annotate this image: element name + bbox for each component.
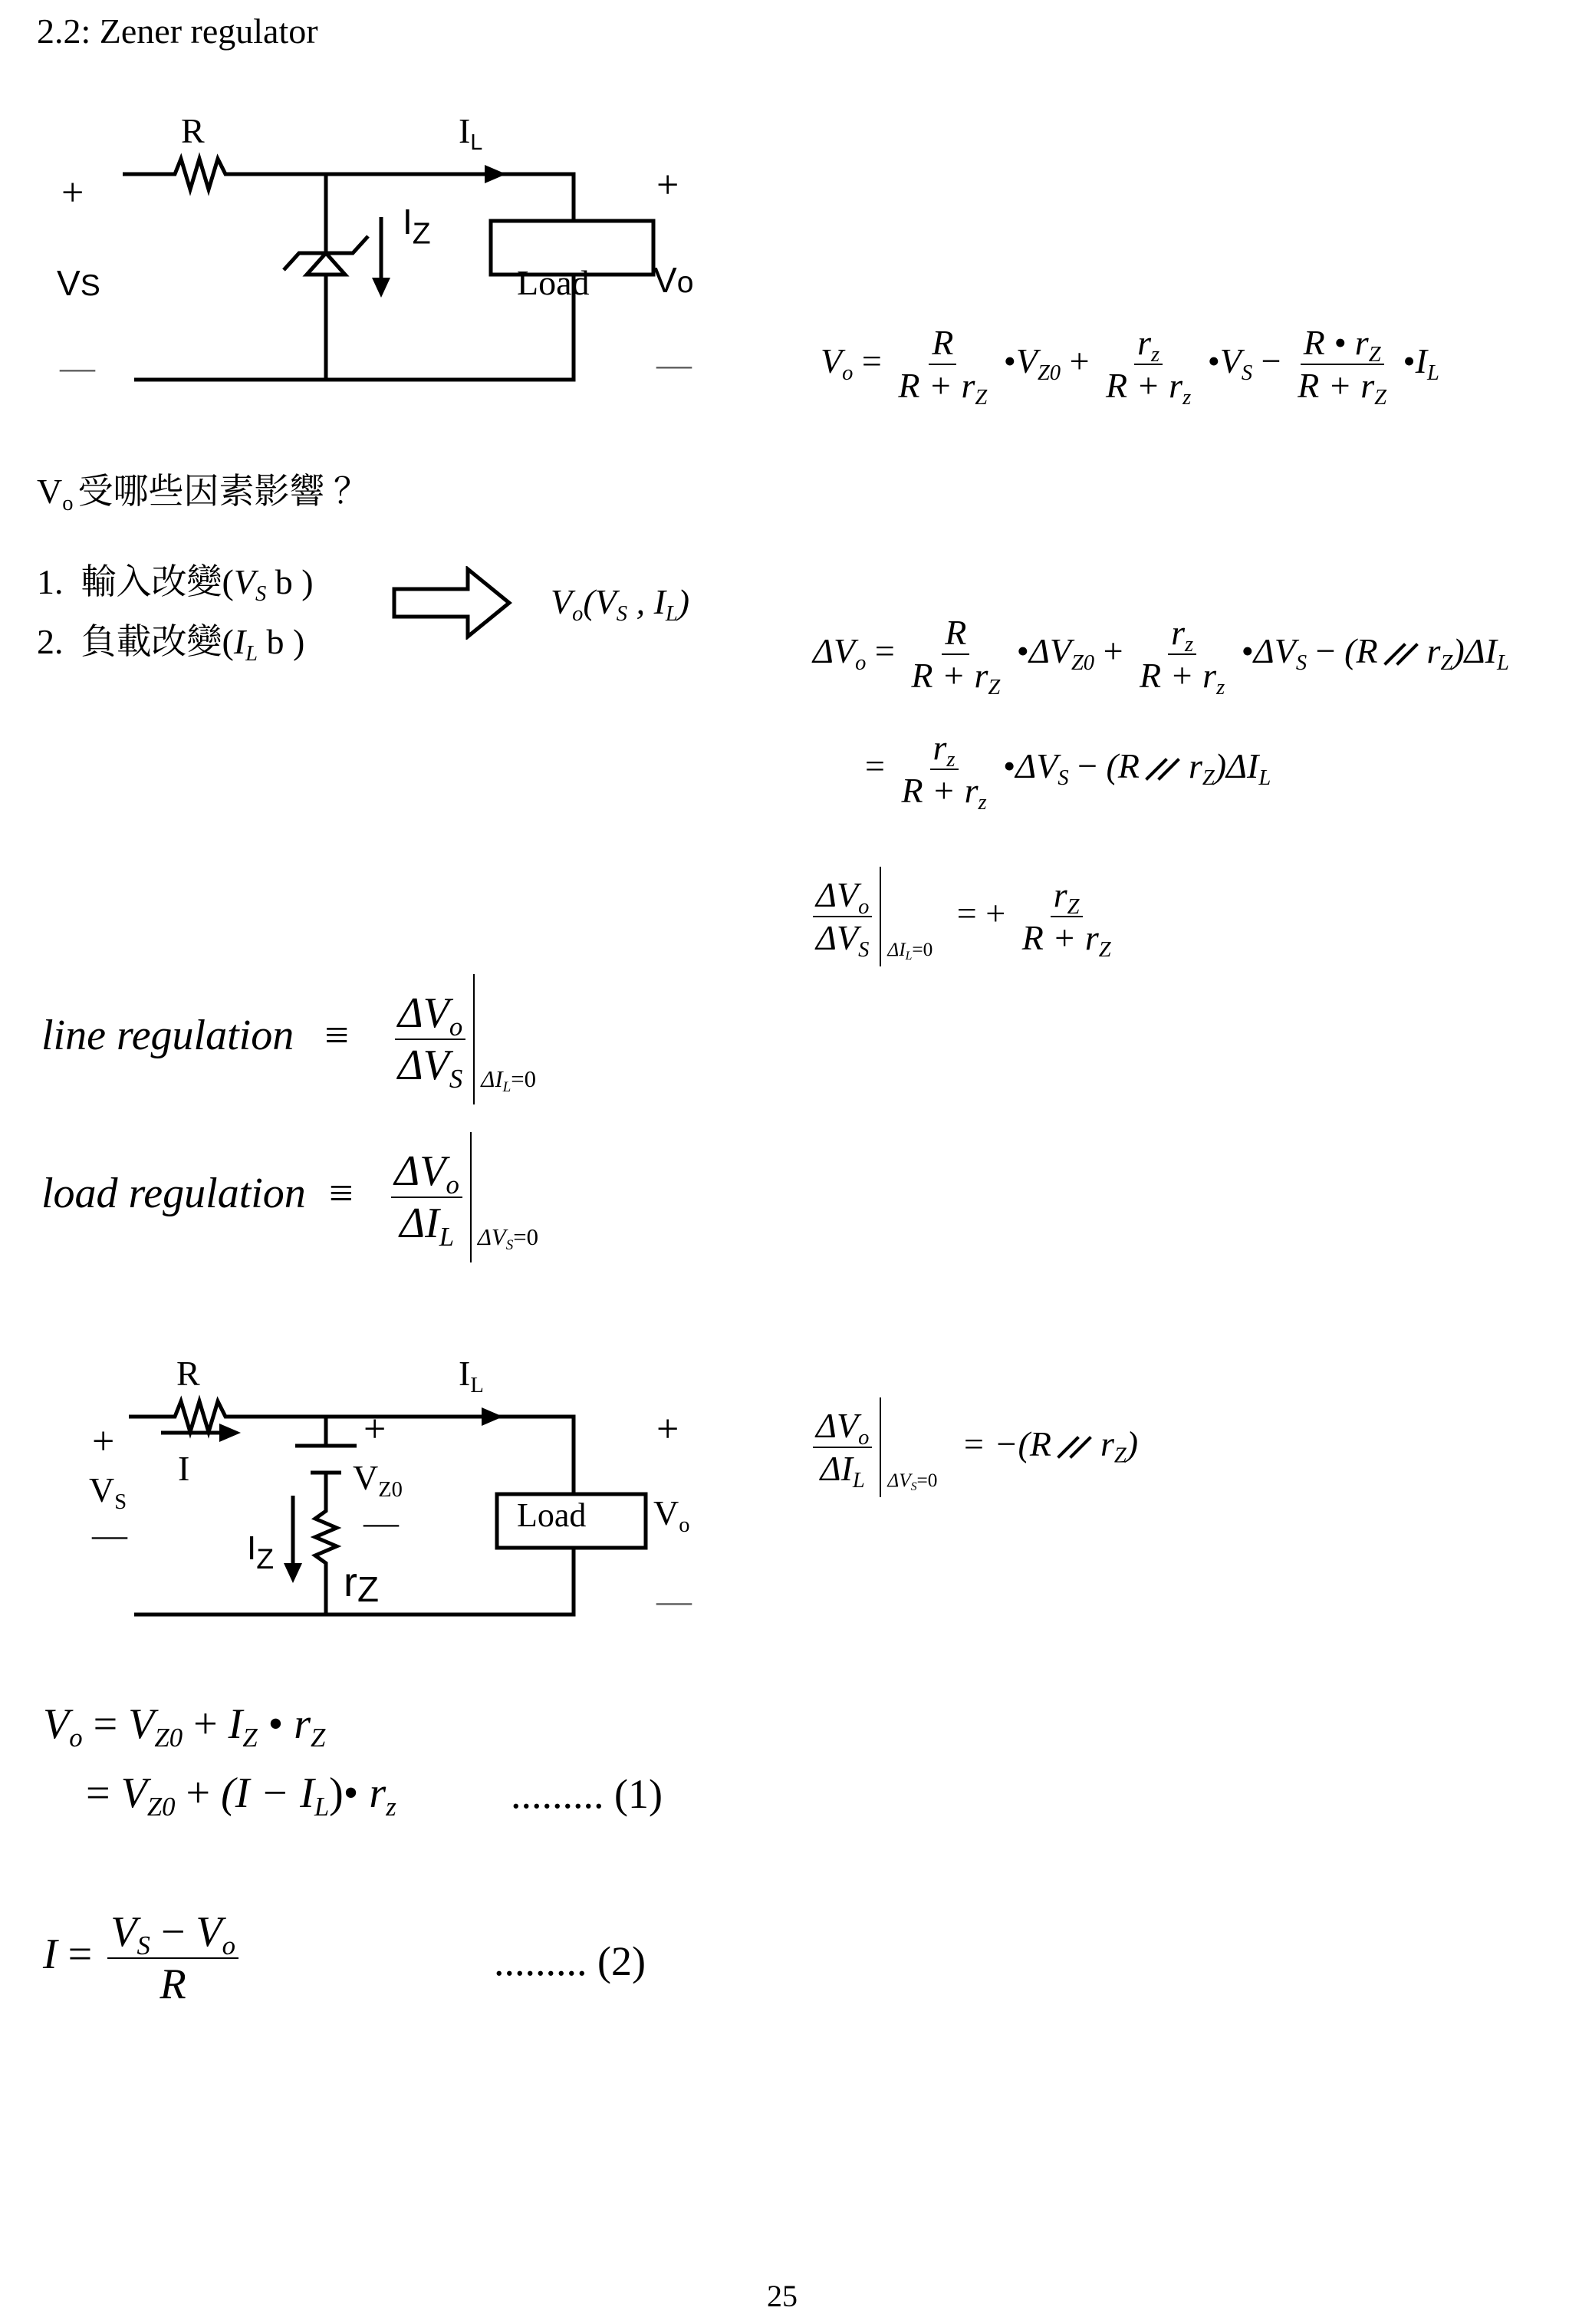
c2-vz0-label: $V_{Z0}$ (353, 1458, 403, 1503)
hollow-right-arrow-icon (391, 566, 514, 640)
c2-rz-label: rZ (344, 1559, 380, 1609)
c1-plus-left: + (61, 171, 84, 215)
zener-circuit-diagram (46, 107, 736, 414)
c2-load-label: Load (517, 1496, 587, 1534)
c2-plus-left: + (92, 1420, 115, 1463)
parallel-symbol (1147, 756, 1181, 782)
c1-minus-left: — (60, 347, 95, 387)
eq-vo: $V_o$ = $\frac{R}{R + r_Z}$ $•V_{Z0}$ + $\frac{r_z}{R + r_z}$ $•V_S$ − $\frac{R • r_Z}{R + r_Z}$ $•I_L$ (821, 323, 1439, 410)
c1-load-label: Load (517, 263, 590, 302)
c1-minus-right: — (656, 344, 692, 383)
question-text: $V_o$ 受哪些因素影響 ？ (37, 472, 369, 516)
function-notation: $V_o(V_S$ , $I_L$) (551, 582, 690, 627)
c2-plus-mid: + (363, 1407, 386, 1451)
c2-minus-left: — (92, 1515, 127, 1554)
c2-minus-mid: — (363, 1503, 399, 1542)
c1-il-label: $I_L$ (459, 111, 483, 156)
c2-minus-right: — (656, 1581, 692, 1620)
current-arrow-iz (284, 1496, 302, 1583)
eq-1-line-1: $V_o = V_{Z0} + I_Z$ • $r_Z$ (43, 1700, 326, 1753)
line-regulation-definition: line regulation ≡ $\frac{\Delta V_o}{\Delta V_S}$ $\Delta I_L=0$ (41, 974, 536, 1104)
list-item: 1. 輸入改變($V_S$ b ) (37, 562, 314, 607)
eq-load-ratio: $\frac{\Delta V_o}{\Delta I_L}$ $\Delta V_S=0 = -(R$ $r_Z$) (813, 1397, 1138, 1497)
page-title: 2.2: Zener regulator (37, 12, 318, 51)
eq-line-ratio: $\frac{\Delta V_o}{\Delta V_S}$ $\Delta I_L=0$ = + $\frac{r_Z}{R + r_Z}$ (813, 867, 1119, 966)
eq-delta-vo: $\Delta V_o$ = $\frac{R}{R + r_Z}$ $•\Delta V_{Z0}$ + $\frac{r_z}{R + r_z}$ $•\Delta V_S - (R$ $r_Z)\Delta I_L$ (813, 613, 1509, 700)
svg-text:·: · (47, 107, 48, 108)
c2-iz-label: $I_Z$ (247, 1529, 275, 1575)
c1-vo-label: Vo (653, 260, 694, 300)
battery-symbol (295, 1446, 357, 1473)
c1-r-label: R (181, 111, 205, 150)
parallel-symbol (1059, 1434, 1093, 1460)
c2-plus-right: + (656, 1407, 679, 1451)
c1-iz-label: $I_Z$ (403, 202, 431, 251)
eq-1-tag: ......... (1) (511, 1771, 663, 1817)
load-regulation-definition: load regulation ≡ $\frac{\Delta V_o}{\Delta I_L}$ $\Delta V_S=0$ (41, 1132, 538, 1262)
c1-vs-label: VS (57, 263, 100, 303)
c2-i-label: I (178, 1449, 190, 1488)
c2-il-label: $I_L$ (459, 1354, 484, 1398)
c2-vo-label: $V_o$ (653, 1493, 690, 1538)
eq-2-tag: ......... (2) (494, 1938, 646, 1984)
current-arrow-il (482, 1407, 503, 1426)
current-arrow-il (485, 165, 506, 183)
current-arrow-iz (372, 217, 390, 298)
parallel-symbol (1386, 641, 1419, 667)
eq-delta-vo-simplified: = $\frac{r_z}{R + r_z}$ $•\Delta V_S - (R$ $r_Z)\Delta I_L$ (865, 728, 1271, 815)
eq-1-line-2: = $V_{Z0} + (I$ − $I_L)•$ $r_z$ (86, 1769, 396, 1822)
eq-2: I = $\frac{V_S - V_o}{R}$ (43, 1907, 243, 2010)
c2-vs-label: $V_S$ (89, 1470, 127, 1515)
current-arrow-i (161, 1424, 241, 1442)
c1-plus-right: + (656, 163, 679, 207)
page-number: 25 (767, 2279, 798, 2313)
list-item: 2. 負載改變($I_L$ b ) (37, 622, 305, 667)
c2-r-label: R (176, 1354, 200, 1393)
